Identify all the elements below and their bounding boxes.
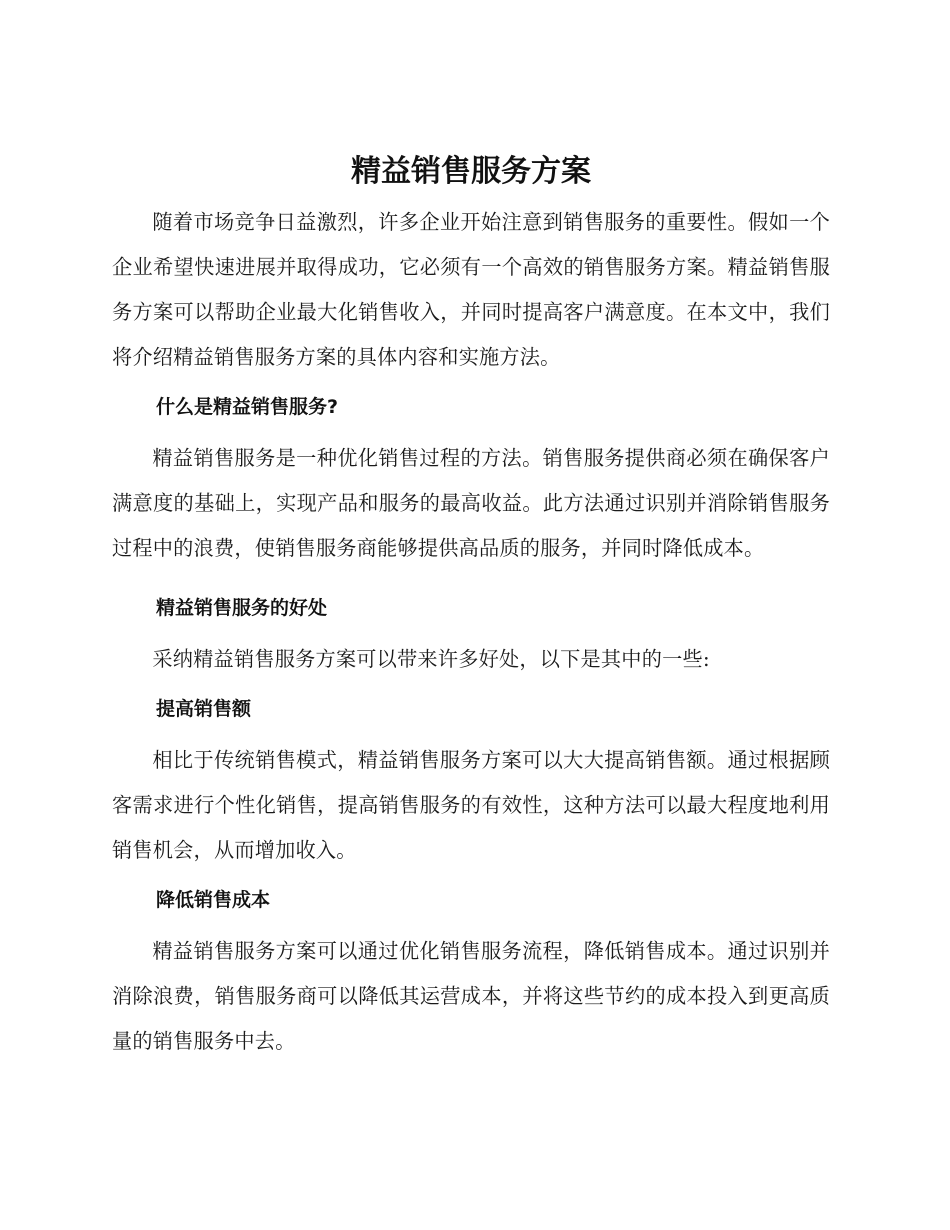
section-body-what-is: 精益销售服务是一种优化销售过程的方法。销售服务提供商必须在确保客户满意度的基础上，实现产品和服务的最高收益。此方法通过识别并消除销售服务过程中的浪费，使销售服务商能够提供高品质的服务，并同时降低成本。: [112, 446, 830, 560]
section-heading-benefits: 精益销售服务的好处: [156, 597, 328, 619]
section-heading-increase-sales: 提高销售额: [156, 698, 252, 720]
section-heading-reduce-cost: 降低销售成本: [156, 889, 271, 911]
section-body-benefits: 采纳精益销售服务方案可以带来许多好处，以下是其中的一些:: [152, 647, 710, 671]
document-title: 精益销售服务方案: [351, 154, 591, 189]
section-body-increase-sales: 相比于传统销售模式，精益销售服务方案可以大大提高销售额。通过根据顾客需求进行个性化销售，提高销售服务的有效性，这种方法可以最大程度地利用销售机会，从而增加收入。: [112, 748, 830, 862]
document-page: [112, 150, 830, 1064]
section-body-reduce-cost: 精益销售服务方案可以通过优化销售服务流程，降低销售成本。通过识别并消除浪费，销售服务商可以降低其运营成本，并将这些节约的成本投入到更高质量的销售服务中去。: [112, 939, 830, 1053]
section-heading-what-is: 什么是精益销售服务?: [156, 396, 339, 418]
intro-paragraph: 随着市场竞争日益激烈，许多企业开始注意到销售服务的重要性。假如一个企业希望快速进展并取得成功，它必须有一个高效的销售服务方案。精益销售服务方案可以帮助企业最大化销售收入，并同时提高客户满意度。在本文中，我们将介绍精益销售服务方案的具体内容和实施方法。: [112, 210, 830, 369]
